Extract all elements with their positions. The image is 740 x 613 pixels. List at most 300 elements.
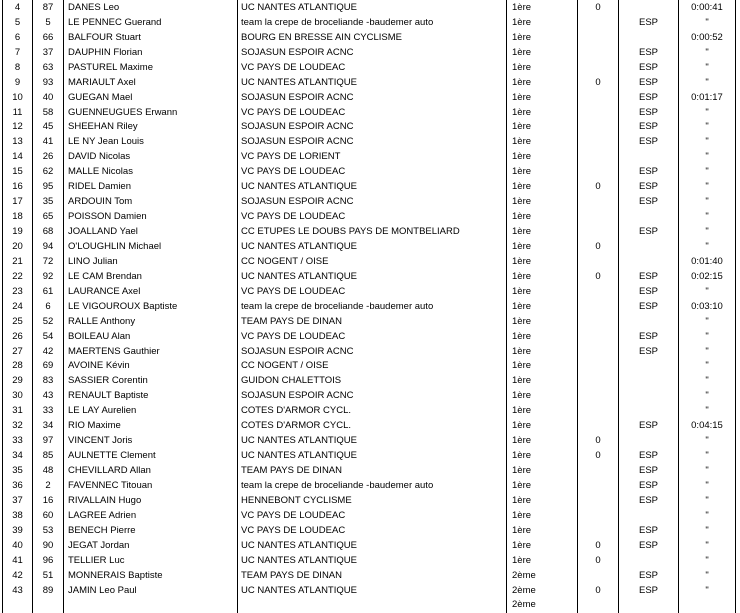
table-row xyxy=(3,403,736,418)
esp-cell: ESP xyxy=(619,329,679,344)
esp-cell xyxy=(619,373,679,388)
team-cell: VC PAYS DE LOUDEAC xyxy=(238,329,507,344)
rider-name-cell: TELLIER Luc xyxy=(64,553,238,568)
time-cell: " xyxy=(679,523,736,538)
esp-cell: ESP xyxy=(619,538,679,553)
gap-zero-cell xyxy=(578,45,619,60)
category-cell: 1ère xyxy=(507,30,578,45)
rider-name-cell: DAUPHIN Florian xyxy=(64,45,238,60)
bib-cell: 94 xyxy=(33,239,64,254)
esp-cell xyxy=(619,254,679,269)
team-cell: SOJASUN ESPOIR ACNC xyxy=(238,120,507,135)
rider-name-cell: ARDOUIN Tom xyxy=(64,194,238,209)
table-row xyxy=(3,553,736,568)
rank-cell: 19 xyxy=(3,224,33,239)
time-cell: " xyxy=(679,448,736,463)
gap-zero-cell xyxy=(578,149,619,164)
rider-name-cell: MARIAULT Axel xyxy=(64,75,238,90)
time-cell: 0:00:41 xyxy=(679,0,736,15)
time-cell: 0:00:52 xyxy=(679,30,736,45)
rank-cell: 9 xyxy=(3,75,33,90)
team-cell: SOJASUN ESPOIR ACNC xyxy=(238,45,507,60)
table-row xyxy=(3,120,736,135)
time-cell: " xyxy=(679,478,736,493)
rank-cell: 40 xyxy=(3,538,33,553)
esp-cell: ESP xyxy=(619,299,679,314)
team-cell: TEAM PAYS DE DINAN xyxy=(238,568,507,583)
rider-name-cell: MALLE Nicolas xyxy=(64,164,238,179)
bib-cell: 92 xyxy=(33,269,64,284)
team-cell: GUIDON CHALETTOIS xyxy=(238,373,507,388)
bib-cell: 53 xyxy=(33,523,64,538)
team-cell: SOJASUN ESPOIR ACNC xyxy=(238,344,507,359)
esp-cell xyxy=(619,553,679,568)
rank-cell: 25 xyxy=(3,314,33,329)
rider-name-cell: RIDEL Damien xyxy=(64,179,238,194)
gap-zero-cell xyxy=(578,15,619,30)
rider-name-cell: GUENNEUGUES Erwann xyxy=(64,105,238,120)
bib-cell: 89 xyxy=(33,583,64,598)
time-cell: " xyxy=(679,179,736,194)
esp-cell xyxy=(619,388,679,403)
time-cell: " xyxy=(679,194,736,209)
category-cell: 2ème xyxy=(507,583,578,598)
team-cell: UC NANTES ATLANTIQUE xyxy=(238,269,507,284)
category-cell: 1ère xyxy=(507,269,578,284)
table-row xyxy=(3,314,736,329)
rider-name-cell: FAVENNEC Titouan xyxy=(64,478,238,493)
time-cell: " xyxy=(679,60,736,75)
table-row xyxy=(3,344,736,359)
rank-cell: 37 xyxy=(3,493,33,508)
bib-cell: 90 xyxy=(33,538,64,553)
bib-cell: 61 xyxy=(33,284,64,299)
bib-cell: 96 xyxy=(33,553,64,568)
esp-cell: ESP xyxy=(619,90,679,105)
rider-name-cell: LE PENNEC Guerand xyxy=(64,15,238,30)
category-cell: 1ère xyxy=(507,194,578,209)
rank-cell: 12 xyxy=(3,120,33,135)
rank-cell: 39 xyxy=(3,523,33,538)
category-cell: 2ème xyxy=(507,568,578,583)
table-row xyxy=(3,299,736,314)
time-cell: " xyxy=(679,568,736,583)
table-row xyxy=(3,329,736,344)
time-cell: " xyxy=(679,284,736,299)
category-cell: 1ère xyxy=(507,15,578,30)
table-row xyxy=(3,194,736,209)
category-cell: 1ère xyxy=(507,134,578,149)
category-cell: 1ère xyxy=(507,45,578,60)
table-row xyxy=(3,134,736,149)
team-cell: VC PAYS DE LOUDEAC xyxy=(238,209,507,224)
team-cell: VC PAYS DE LOUDEAC xyxy=(238,105,507,120)
time-cell: " xyxy=(679,239,736,254)
gap-zero-cell xyxy=(578,418,619,433)
rank-cell: 41 xyxy=(3,553,33,568)
gap-zero-cell xyxy=(578,194,619,209)
category-cell: 1ère xyxy=(507,0,578,15)
rider-name-cell: CHEVILLARD Allan xyxy=(64,463,238,478)
table-row xyxy=(3,209,736,224)
team-cell: CC NOGENT / OISE xyxy=(238,359,507,374)
team-cell: HENNEBONT CYCLISME xyxy=(238,493,507,508)
rank-cell: 8 xyxy=(3,60,33,75)
team-cell: VC PAYS DE LOUDEAC xyxy=(238,60,507,75)
category-cell: 1ère xyxy=(507,493,578,508)
table-row xyxy=(3,388,736,403)
table-row xyxy=(3,254,736,269)
esp-cell: ESP xyxy=(619,15,679,30)
time-cell: " xyxy=(679,433,736,448)
esp-cell xyxy=(619,508,679,523)
time-cell: " xyxy=(679,105,736,120)
team-cell: SOJASUN ESPOIR ACNC xyxy=(238,388,507,403)
table-row xyxy=(3,448,736,463)
time-cell: 0:03:10 xyxy=(679,299,736,314)
gap-zero-cell: 0 xyxy=(578,239,619,254)
time-cell: " xyxy=(679,15,736,30)
esp-cell: ESP xyxy=(619,75,679,90)
team-cell: team la crepe de broceliande -baudemer auto xyxy=(238,15,507,30)
gap-zero-cell xyxy=(578,284,619,299)
team-cell: team la crepe de broceliande -baudemer auto xyxy=(238,299,507,314)
rider-name-cell: O'LOUGHLIN Michael xyxy=(64,239,238,254)
rank-cell: 38 xyxy=(3,508,33,523)
rank-cell: 26 xyxy=(3,329,33,344)
bib-cell: 65 xyxy=(33,209,64,224)
time-cell: " xyxy=(679,538,736,553)
rank-cell: 34 xyxy=(3,448,33,463)
gap-zero-cell: 0 xyxy=(578,583,619,598)
rank-cell: 24 xyxy=(3,299,33,314)
esp-cell: ESP xyxy=(619,523,679,538)
esp-cell: ESP xyxy=(619,463,679,478)
bib-cell: 97 xyxy=(33,433,64,448)
category-cell: 2ème xyxy=(507,598,578,613)
esp-cell xyxy=(619,209,679,224)
bib-cell: 6 xyxy=(33,299,64,314)
table-row xyxy=(3,583,736,598)
table-row xyxy=(3,45,736,60)
rider-name-cell: LAURANCE Axel xyxy=(64,284,238,299)
gap-zero-cell xyxy=(578,329,619,344)
rider-name-cell: POISSON Damien xyxy=(64,209,238,224)
team-cell: UC NANTES ATLANTIQUE xyxy=(238,433,507,448)
time-cell: " xyxy=(679,329,736,344)
gap-zero-cell xyxy=(578,388,619,403)
bib-cell: 40 xyxy=(33,90,64,105)
time-cell: " xyxy=(679,359,736,374)
gap-zero-cell xyxy=(578,224,619,239)
gap-zero-cell xyxy=(578,373,619,388)
esp-cell xyxy=(619,149,679,164)
rank-cell: 4 xyxy=(3,0,33,15)
rider-name-cell: BOILEAU Alan xyxy=(64,329,238,344)
team-cell: SOJASUN ESPOIR ACNC xyxy=(238,134,507,149)
category-cell: 1ère xyxy=(507,284,578,299)
category-cell: 1ère xyxy=(507,239,578,254)
rank-cell: 15 xyxy=(3,164,33,179)
category-cell: 1ère xyxy=(507,418,578,433)
table-row xyxy=(3,239,736,254)
category-cell: 1ère xyxy=(507,149,578,164)
rider-name-cell: DAVID Nicolas xyxy=(64,149,238,164)
time-cell: " xyxy=(679,493,736,508)
category-cell: 1ère xyxy=(507,359,578,374)
rank-cell: 29 xyxy=(3,373,33,388)
team-cell: VC PAYS DE LOUDEAC xyxy=(238,284,507,299)
time-cell: " xyxy=(679,120,736,135)
category-cell: 1ère xyxy=(507,209,578,224)
rider-name-cell: SASSIER Corentin xyxy=(64,373,238,388)
gap-zero-cell xyxy=(578,568,619,583)
gap-zero-cell xyxy=(578,105,619,120)
gap-zero-cell xyxy=(578,134,619,149)
time-cell: 0:02:15 xyxy=(679,269,736,284)
category-cell: 1ère xyxy=(507,60,578,75)
rider-name-cell: RALLE Anthony xyxy=(64,314,238,329)
esp-cell: ESP xyxy=(619,45,679,60)
gap-zero-cell xyxy=(578,254,619,269)
time-cell: " xyxy=(679,583,736,598)
category-cell: 1ère xyxy=(507,433,578,448)
rider-name-cell: BALFOUR Stuart xyxy=(64,30,238,45)
gap-zero-cell xyxy=(578,403,619,418)
team-cell: UC NANTES ATLANTIQUE xyxy=(238,239,507,254)
table-row xyxy=(3,30,736,45)
gap-zero-cell xyxy=(578,164,619,179)
esp-cell: ESP xyxy=(619,194,679,209)
bib-cell: 85 xyxy=(33,448,64,463)
gap-zero-cell: 0 xyxy=(578,448,619,463)
time-cell: 0:01:17 xyxy=(679,90,736,105)
rider-name-cell: LE VIGOUROUX Baptiste xyxy=(64,299,238,314)
bib-cell: 58 xyxy=(33,105,64,120)
rank-cell: 28 xyxy=(3,359,33,374)
team-cell: VC PAYS DE LOUDEAC xyxy=(238,508,507,523)
category-cell: 1ère xyxy=(507,463,578,478)
esp-cell: ESP xyxy=(619,269,679,284)
gap-zero-cell: 0 xyxy=(578,553,619,568)
category-cell: 1ère xyxy=(507,329,578,344)
rank-cell: 7 xyxy=(3,45,33,60)
gap-zero-cell xyxy=(578,478,619,493)
team-cell: UC NANTES ATLANTIQUE xyxy=(238,583,507,598)
gap-zero-cell xyxy=(578,359,619,374)
bib-cell: 35 xyxy=(33,194,64,209)
category-cell: 1ère xyxy=(507,403,578,418)
rank-cell: 17 xyxy=(3,194,33,209)
rank-cell: 11 xyxy=(3,105,33,120)
team-cell: SOJASUN ESPOIR ACNC xyxy=(238,194,507,209)
bib-cell: 54 xyxy=(33,329,64,344)
team-cell: COTES D'ARMOR CYCL. xyxy=(238,418,507,433)
gap-zero-cell: 0 xyxy=(578,433,619,448)
results-table xyxy=(2,0,736,613)
bib-cell: 37 xyxy=(33,45,64,60)
table-row xyxy=(3,359,736,374)
team-cell: UC NANTES ATLANTIQUE xyxy=(238,179,507,194)
gap-zero-cell: 0 xyxy=(578,75,619,90)
esp-cell xyxy=(619,403,679,418)
rider-name-cell: PASTUREL Maxime xyxy=(64,60,238,75)
bib-cell: 42 xyxy=(33,344,64,359)
bib-cell: 72 xyxy=(33,254,64,269)
gap-zero-cell xyxy=(578,30,619,45)
category-cell: 1ère xyxy=(507,553,578,568)
category-cell: 1ère xyxy=(507,344,578,359)
rank-cell: 18 xyxy=(3,209,33,224)
table-row xyxy=(3,493,736,508)
rider-name-cell: DANES Leo xyxy=(64,0,238,15)
category-cell: 1ère xyxy=(507,314,578,329)
bib-cell: 51 xyxy=(33,568,64,583)
category-cell: 1ère xyxy=(507,105,578,120)
esp-cell: ESP xyxy=(619,105,679,120)
rider-name-cell: MAERTENS Gauthier xyxy=(64,344,238,359)
team-cell: UC NANTES ATLANTIQUE xyxy=(238,0,507,15)
rank-cell: 13 xyxy=(3,134,33,149)
table-row xyxy=(3,433,736,448)
rider-name-cell: JEGAT Jordan xyxy=(64,538,238,553)
results-table-body xyxy=(3,0,736,613)
rank-cell: 20 xyxy=(3,239,33,254)
table-row xyxy=(3,224,736,239)
rider-name-cell: RENAULT Baptiste xyxy=(64,388,238,403)
team-cell: TEAM PAYS DE DINAN xyxy=(238,314,507,329)
table-row xyxy=(3,523,736,538)
rank-cell: 10 xyxy=(3,90,33,105)
esp-cell: ESP xyxy=(619,120,679,135)
table-row xyxy=(3,463,736,478)
bib-cell: 93 xyxy=(33,75,64,90)
rank-cell: 30 xyxy=(3,388,33,403)
bib-cell: 63 xyxy=(33,60,64,75)
team-cell: UC NANTES ATLANTIQUE xyxy=(238,448,507,463)
esp-cell: ESP xyxy=(619,60,679,75)
table-row xyxy=(3,538,736,553)
time-cell: " xyxy=(679,149,736,164)
table-row xyxy=(3,0,736,15)
team-cell: VC PAYS DE LORIENT xyxy=(238,149,507,164)
table-row xyxy=(3,90,736,105)
esp-cell xyxy=(619,359,679,374)
esp-cell xyxy=(619,433,679,448)
bib-cell: 95 xyxy=(33,179,64,194)
esp-cell xyxy=(619,0,679,15)
bib-cell: 66 xyxy=(33,30,64,45)
gap-zero-cell xyxy=(578,209,619,224)
esp-cell: ESP xyxy=(619,583,679,598)
bib-cell: 45 xyxy=(33,120,64,135)
gap-zero-cell xyxy=(578,493,619,508)
team-cell: SOJASUN ESPOIR ACNC xyxy=(238,90,507,105)
table-row xyxy=(3,149,736,164)
team-cell: UC NANTES ATLANTIQUE xyxy=(238,75,507,90)
gap-zero-cell: 0 xyxy=(578,0,619,15)
gap-zero-cell xyxy=(578,60,619,75)
bib-cell: 5 xyxy=(33,15,64,30)
rider-name-cell: LINO Julian xyxy=(64,254,238,269)
rider-name-cell: MONNERAIS Baptiste xyxy=(64,568,238,583)
table-row xyxy=(3,15,736,30)
table-row xyxy=(3,478,736,493)
rider-name-cell: AVOINE Kévin xyxy=(64,359,238,374)
rider-name-cell: LE CAM Brendan xyxy=(64,269,238,284)
category-cell: 1ère xyxy=(507,90,578,105)
table-row xyxy=(3,568,736,583)
time-cell: " xyxy=(679,45,736,60)
rider-name-cell: JOALLAND Yael xyxy=(64,224,238,239)
category-cell: 1ère xyxy=(507,75,578,90)
table-row xyxy=(3,284,736,299)
bib-cell: 62 xyxy=(33,164,64,179)
gap-zero-cell xyxy=(578,120,619,135)
rank-cell: 32 xyxy=(3,418,33,433)
rider-name-cell: JAMIN Leo Paul xyxy=(64,583,238,598)
gap-zero-cell: 0 xyxy=(578,179,619,194)
rank-cell: 22 xyxy=(3,269,33,284)
category-cell: 1ère xyxy=(507,523,578,538)
rank-cell: 23 xyxy=(3,284,33,299)
team-cell: UC NANTES ATLANTIQUE xyxy=(238,553,507,568)
gap-zero-cell: 0 xyxy=(578,538,619,553)
time-cell: " xyxy=(679,553,736,568)
table-row xyxy=(3,60,736,75)
time-cell: " xyxy=(679,463,736,478)
gap-zero-cell: 0 xyxy=(578,269,619,284)
team-cell: team la crepe de broceliande -baudemer auto xyxy=(238,478,507,493)
esp-cell: ESP xyxy=(619,448,679,463)
bib-cell: 52 xyxy=(33,314,64,329)
team-cell: COTES D'ARMOR CYCL. xyxy=(238,403,507,418)
time-cell: " xyxy=(679,344,736,359)
rank-cell: 36 xyxy=(3,478,33,493)
table-row xyxy=(3,373,736,388)
rider-name-cell: LAGREE Adrien xyxy=(64,508,238,523)
bib-cell: 41 xyxy=(33,134,64,149)
category-cell: 1ère xyxy=(507,373,578,388)
rank-cell: 5 xyxy=(3,15,33,30)
esp-cell: ESP xyxy=(619,344,679,359)
category-cell: 1ère xyxy=(507,478,578,493)
bib-cell: 34 xyxy=(33,418,64,433)
time-cell: 0:04:15 xyxy=(679,418,736,433)
esp-cell: ESP xyxy=(619,493,679,508)
team-cell: CC ETUPES LE DOUBS PAYS DE MONTBELIARD xyxy=(238,224,507,239)
table-row xyxy=(3,75,736,90)
rider-name-cell: AULNETTE Clement xyxy=(64,448,238,463)
time-cell: " xyxy=(679,314,736,329)
table-row xyxy=(3,164,736,179)
time-cell: " xyxy=(679,75,736,90)
time-cell: " xyxy=(679,134,736,149)
rank-cell: 16 xyxy=(3,179,33,194)
category-cell: 1ère xyxy=(507,120,578,135)
rider-name-cell: BENECH Pierre xyxy=(64,523,238,538)
esp-cell: ESP xyxy=(619,134,679,149)
rider-name-cell: LE NY Jean Louis xyxy=(64,134,238,149)
gap-zero-cell xyxy=(578,344,619,359)
table-row xyxy=(3,418,736,433)
bib-cell: 16 xyxy=(33,493,64,508)
esp-cell: ESP xyxy=(619,224,679,239)
category-cell: 1ère xyxy=(507,388,578,403)
table-row xyxy=(3,269,736,284)
rider-name-cell: RIVALLAIN Hugo xyxy=(64,493,238,508)
gap-zero-cell xyxy=(578,90,619,105)
